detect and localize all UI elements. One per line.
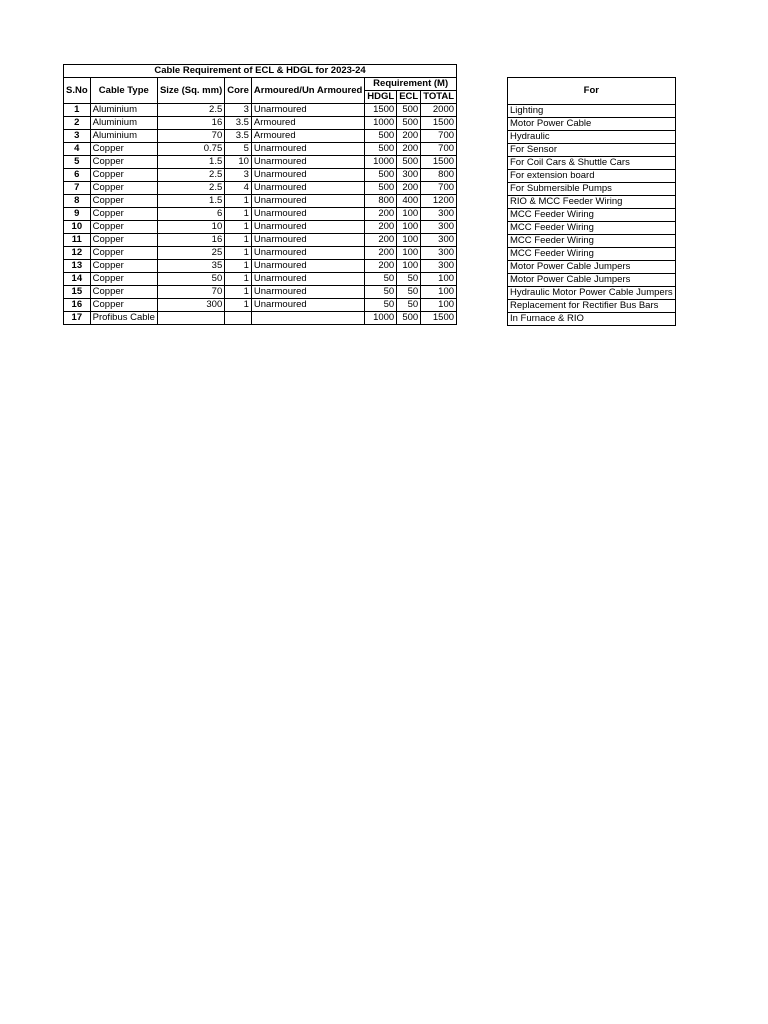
cell-core: 3.5	[225, 130, 252, 143]
table-row	[64, 273, 457, 286]
cell-for: MCC Feeder Wiring	[508, 247, 676, 260]
cell-cable-type: Aluminium	[90, 130, 157, 143]
cell-armoured	[251, 312, 364, 325]
cell-sno: 5	[64, 156, 91, 169]
cell-for: For Submersible Pumps	[508, 182, 676, 195]
cell-core: 3	[225, 104, 252, 117]
cell-armoured: Unarmoured	[251, 273, 364, 286]
cell-armoured: Armoured	[251, 130, 364, 143]
cell-total: 1200	[421, 195, 457, 208]
cell-hdgl: 500	[365, 169, 397, 182]
cell-for: MCC Feeder Wiring	[508, 221, 676, 234]
cell-hdgl: 500	[365, 130, 397, 143]
cell-armoured: Unarmoured	[251, 221, 364, 234]
cell-total: 100	[421, 286, 457, 299]
cell-ecl: 300	[397, 169, 421, 182]
cell-cable-type: Copper	[90, 195, 157, 208]
table-row	[64, 247, 457, 260]
cell-total: 800	[421, 169, 457, 182]
cell-size: 2.5	[157, 182, 224, 195]
cell-size	[157, 312, 224, 325]
table-row	[64, 169, 457, 182]
cell-armoured: Unarmoured	[251, 286, 364, 299]
cell-sno: 11	[64, 234, 91, 247]
cell-size: 10	[157, 221, 224, 234]
for-row	[508, 221, 676, 234]
header-cable-type: Cable Type	[90, 78, 157, 104]
cell-cable-type: Copper	[90, 208, 157, 221]
cell-for: Lighting	[508, 104, 676, 117]
for-row	[508, 156, 676, 169]
cell-ecl: 400	[397, 195, 421, 208]
cell-ecl: 100	[397, 221, 421, 234]
cell-core: 1	[225, 221, 252, 234]
header-for: For	[508, 78, 676, 105]
cell-armoured: Unarmoured	[251, 260, 364, 273]
cell-ecl: 500	[397, 156, 421, 169]
cell-for: In Furnace & RIO	[508, 312, 676, 325]
cable-requirement-table	[63, 64, 457, 325]
cell-total: 300	[421, 260, 457, 273]
cell-cable-type: Copper	[90, 182, 157, 195]
cell-sno: 17	[64, 312, 91, 325]
for-row	[508, 143, 676, 156]
cell-armoured: Unarmoured	[251, 104, 364, 117]
header-core: Core	[225, 78, 252, 104]
for-row	[508, 260, 676, 273]
cell-sno: 9	[64, 208, 91, 221]
cell-total: 300	[421, 208, 457, 221]
cell-cable-type: Copper	[90, 260, 157, 273]
for-row	[508, 247, 676, 260]
table-body	[64, 104, 457, 325]
cell-total: 300	[421, 247, 457, 260]
cell-for: Hydraulic	[508, 130, 676, 143]
table-row	[64, 104, 457, 117]
cell-armoured: Unarmoured	[251, 234, 364, 247]
cell-total: 100	[421, 299, 457, 312]
cell-ecl: 200	[397, 182, 421, 195]
cell-sno: 1	[64, 104, 91, 117]
cell-cable-type: Copper	[90, 143, 157, 156]
cell-for: Motor Power Cable Jumpers	[508, 273, 676, 286]
cell-sno: 2	[64, 117, 91, 130]
cell-total: 300	[421, 221, 457, 234]
cell-for: For Sensor	[508, 143, 676, 156]
for-row	[508, 312, 676, 325]
cell-total: 1500	[421, 156, 457, 169]
for-row	[508, 299, 676, 312]
table-row	[64, 208, 457, 221]
cell-hdgl: 200	[365, 208, 397, 221]
cell-sno: 8	[64, 195, 91, 208]
cell-cable-type: Copper	[90, 221, 157, 234]
table-row	[64, 221, 457, 234]
cell-armoured: Unarmoured	[251, 208, 364, 221]
cell-hdgl: 1000	[365, 156, 397, 169]
cell-size: 300	[157, 299, 224, 312]
for-row	[508, 130, 676, 143]
cell-total: 2000	[421, 104, 457, 117]
cell-armoured: Unarmoured	[251, 143, 364, 156]
cell-hdgl: 500	[365, 143, 397, 156]
cell-for: For extension board	[508, 169, 676, 182]
cell-size: 50	[157, 273, 224, 286]
table-row	[64, 156, 457, 169]
cell-core: 1	[225, 260, 252, 273]
cell-sno: 6	[64, 169, 91, 182]
cell-total: 700	[421, 143, 457, 156]
cell-sno: 12	[64, 247, 91, 260]
cell-size: 16	[157, 234, 224, 247]
cell-core: 1	[225, 195, 252, 208]
cell-for: Motor Power Cable	[508, 117, 676, 130]
header-requirement: Requirement (M)	[365, 78, 457, 91]
cell-core: 1	[225, 273, 252, 286]
for-row	[508, 104, 676, 117]
table-row	[64, 234, 457, 247]
for-table-body	[508, 104, 676, 325]
cell-size: 25	[157, 247, 224, 260]
cell-cable-type: Copper	[90, 169, 157, 182]
cell-total: 1500	[421, 117, 457, 130]
cell-ecl: 100	[397, 260, 421, 273]
cell-size: 70	[157, 286, 224, 299]
cell-cable-type: Copper	[90, 234, 157, 247]
cell-hdgl: 800	[365, 195, 397, 208]
cell-cable-type: Copper	[90, 286, 157, 299]
cell-core: 1	[225, 286, 252, 299]
cell-sno: 7	[64, 182, 91, 195]
cell-ecl: 100	[397, 208, 421, 221]
cell-sno: 13	[64, 260, 91, 273]
table-row	[64, 117, 457, 130]
table-row	[64, 312, 457, 325]
cell-cable-type: Copper	[90, 156, 157, 169]
for-row	[508, 195, 676, 208]
for-row	[508, 286, 676, 299]
cell-size: 16	[157, 117, 224, 130]
cell-sno: 16	[64, 299, 91, 312]
cell-hdgl: 50	[365, 286, 397, 299]
cell-total: 700	[421, 182, 457, 195]
table-title: Cable Requirement of ECL & HDGL for 2023-24	[64, 65, 457, 78]
cell-size: 0.75	[157, 143, 224, 156]
cell-core: 4	[225, 182, 252, 195]
cell-ecl: 50	[397, 299, 421, 312]
for-row	[508, 169, 676, 182]
cell-sno: 3	[64, 130, 91, 143]
cell-core: 1	[225, 247, 252, 260]
cell-ecl: 100	[397, 234, 421, 247]
cell-size: 2.5	[157, 104, 224, 117]
cell-core: 3	[225, 169, 252, 182]
cell-hdgl: 50	[365, 299, 397, 312]
cell-total: 1500	[421, 312, 457, 325]
cell-hdgl: 200	[365, 247, 397, 260]
cell-armoured: Unarmoured	[251, 195, 364, 208]
table-row	[64, 260, 457, 273]
for-row	[508, 117, 676, 130]
header-hdgl: HDGL	[365, 91, 397, 104]
cell-armoured: Unarmoured	[251, 156, 364, 169]
cell-for: MCC Feeder Wiring	[508, 234, 676, 247]
cell-cable-type: Copper	[90, 299, 157, 312]
header-ecl: ECL	[397, 91, 421, 104]
cell-core: 1	[225, 299, 252, 312]
table-row	[64, 299, 457, 312]
cell-ecl: 50	[397, 273, 421, 286]
cell-ecl: 500	[397, 117, 421, 130]
cell-hdgl: 200	[365, 260, 397, 273]
cell-size: 1.5	[157, 195, 224, 208]
cell-hdgl: 500	[365, 182, 397, 195]
cell-armoured: Armoured	[251, 117, 364, 130]
header-total: TOTAL	[421, 91, 457, 104]
cell-size: 70	[157, 130, 224, 143]
cell-cable-type: Aluminium	[90, 117, 157, 130]
cell-hdgl: 50	[365, 273, 397, 286]
cell-ecl: 500	[397, 312, 421, 325]
table-row	[64, 182, 457, 195]
for-row	[508, 234, 676, 247]
cell-hdgl: 200	[365, 234, 397, 247]
cell-core	[225, 312, 252, 325]
for-table	[507, 77, 676, 326]
cell-core: 1	[225, 208, 252, 221]
cell-hdgl: 1500	[365, 104, 397, 117]
cell-core: 5	[225, 143, 252, 156]
cell-total: 700	[421, 130, 457, 143]
cell-sno: 4	[64, 143, 91, 156]
cell-core: 1	[225, 234, 252, 247]
cell-armoured: Unarmoured	[251, 182, 364, 195]
table-row	[64, 143, 457, 156]
table-row	[64, 130, 457, 143]
for-row	[508, 182, 676, 195]
cell-armoured: Unarmoured	[251, 169, 364, 182]
cell-sno: 14	[64, 273, 91, 286]
cell-for: For Coil Cars & Shuttle Cars	[508, 156, 676, 169]
cell-sno: 15	[64, 286, 91, 299]
cell-for: RIO & MCC Feeder Wiring	[508, 195, 676, 208]
cell-cable-type: Copper	[90, 247, 157, 260]
cell-for: Hydraulic Motor Power Cable Jumpers	[508, 286, 676, 299]
cell-total: 100	[421, 273, 457, 286]
cell-armoured: Unarmoured	[251, 247, 364, 260]
cell-core: 3.5	[225, 117, 252, 130]
for-row	[508, 208, 676, 221]
cell-for: Motor Power Cable Jumpers	[508, 260, 676, 273]
cell-hdgl: 200	[365, 221, 397, 234]
cell-ecl: 50	[397, 286, 421, 299]
cell-sno: 10	[64, 221, 91, 234]
header-sno: S.No	[64, 78, 91, 104]
cell-size: 6	[157, 208, 224, 221]
cell-cable-type: Aluminium	[90, 104, 157, 117]
cell-for: MCC Feeder Wiring	[508, 208, 676, 221]
cell-for: Replacement for Rectifier Bus Bars	[508, 299, 676, 312]
cell-ecl: 500	[397, 104, 421, 117]
cell-cable-type: Copper	[90, 273, 157, 286]
cell-ecl: 200	[397, 130, 421, 143]
cell-size: 1.5	[157, 156, 224, 169]
cell-hdgl: 1000	[365, 312, 397, 325]
cell-ecl: 100	[397, 247, 421, 260]
cell-armoured: Unarmoured	[251, 299, 364, 312]
table-row	[64, 286, 457, 299]
cell-ecl: 200	[397, 143, 421, 156]
cell-size: 2.5	[157, 169, 224, 182]
cell-cable-type: Profibus Cable	[90, 312, 157, 325]
header-size: Size (Sq. mm)	[157, 78, 224, 104]
table-row	[64, 195, 457, 208]
cell-size: 35	[157, 260, 224, 273]
cell-hdgl: 1000	[365, 117, 397, 130]
for-row	[508, 273, 676, 286]
cell-total: 300	[421, 234, 457, 247]
cell-core: 10	[225, 156, 252, 169]
header-armoured: Armoured/Un Armoured	[251, 78, 364, 104]
